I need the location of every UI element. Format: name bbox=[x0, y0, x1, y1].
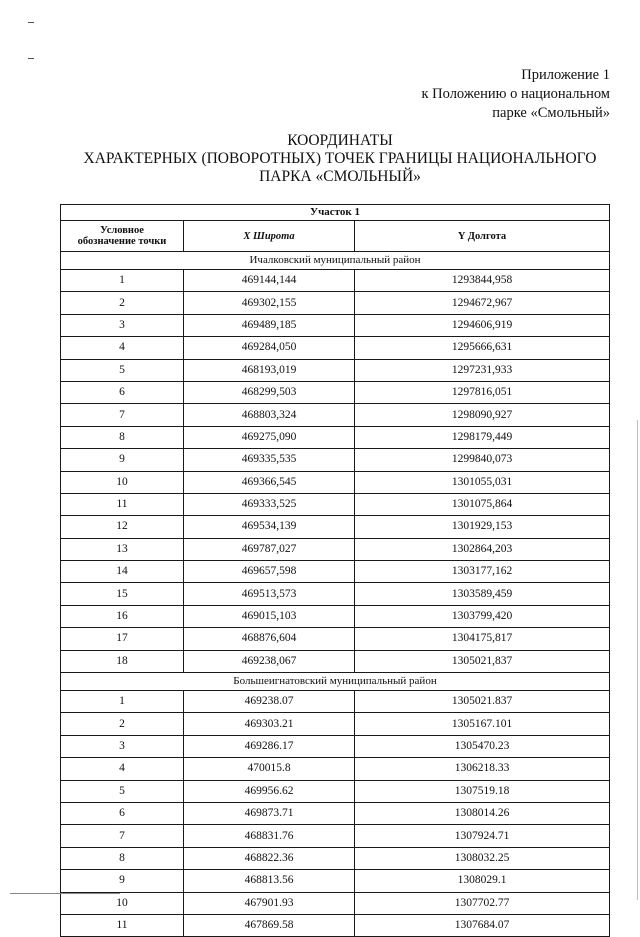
table-row bbox=[61, 493, 610, 515]
scan-mark bbox=[28, 58, 34, 59]
scan-mark bbox=[28, 22, 34, 23]
y-longitude: 1308029.1 bbox=[355, 870, 610, 892]
table-row bbox=[61, 691, 610, 713]
table-row bbox=[61, 735, 610, 757]
table-row bbox=[61, 605, 610, 627]
scan-footer-line bbox=[10, 893, 120, 894]
y-longitude: 1294606,919 bbox=[355, 314, 610, 336]
table-row bbox=[61, 337, 610, 359]
section-header-row bbox=[61, 205, 610, 221]
x-latitude: 469015,103 bbox=[184, 605, 355, 627]
point-number: 11 bbox=[61, 914, 184, 936]
x-latitude: 468803,324 bbox=[184, 404, 355, 426]
x-latitude: 469303.21 bbox=[184, 713, 355, 735]
x-latitude: 468822.36 bbox=[184, 847, 355, 869]
table-row bbox=[61, 359, 610, 381]
table-row bbox=[61, 292, 610, 314]
appendix-note bbox=[310, 66, 610, 123]
table-row bbox=[61, 780, 610, 802]
y-longitude: 1305021.837 bbox=[355, 691, 610, 713]
table-row bbox=[61, 449, 610, 471]
x-latitude: 469302,155 bbox=[184, 292, 355, 314]
district-name: Ичалковский муниципальный район bbox=[61, 252, 610, 270]
y-longitude: 1304175,817 bbox=[355, 628, 610, 650]
table-row bbox=[61, 270, 610, 292]
point-number: 16 bbox=[61, 605, 184, 627]
x-latitude: 469873.71 bbox=[184, 802, 355, 824]
point-number: 3 bbox=[61, 735, 184, 757]
y-longitude: 1301075,864 bbox=[355, 493, 610, 515]
table-row bbox=[61, 583, 610, 605]
table-row bbox=[61, 758, 610, 780]
y-longitude: 1303589,459 bbox=[355, 583, 610, 605]
y-longitude: 1297816,051 bbox=[355, 381, 610, 403]
y-longitude: 1307924.71 bbox=[355, 825, 610, 847]
y-longitude: 1297231,933 bbox=[355, 359, 610, 381]
y-longitude: 1298090,927 bbox=[355, 404, 610, 426]
table-row bbox=[61, 628, 610, 650]
point-number: 9 bbox=[61, 870, 184, 892]
point-number: 13 bbox=[61, 538, 184, 560]
x-latitude: 469144,144 bbox=[184, 270, 355, 292]
table-row bbox=[61, 381, 610, 403]
district-row bbox=[61, 673, 610, 691]
y-longitude: 1306218.33 bbox=[355, 758, 610, 780]
point-number: 11 bbox=[61, 493, 184, 515]
y-longitude: 1308014.26 bbox=[355, 802, 610, 824]
point-number: 18 bbox=[61, 650, 184, 672]
y-longitude: 1305021,837 bbox=[355, 650, 610, 672]
table-row bbox=[61, 471, 610, 493]
y-longitude: 1295666,631 bbox=[355, 337, 610, 359]
y-longitude: 1303177,162 bbox=[355, 561, 610, 583]
table-row bbox=[61, 426, 610, 448]
table-row bbox=[61, 561, 610, 583]
title-line-1: КООРДИНАТЫ bbox=[287, 132, 393, 149]
y-longitude: 1305470.23 bbox=[355, 735, 610, 757]
y-longitude: 1307684.07 bbox=[355, 914, 610, 936]
table-row bbox=[61, 314, 610, 336]
point-number: 2 bbox=[61, 292, 184, 314]
table-row bbox=[61, 516, 610, 538]
district-row bbox=[61, 252, 610, 270]
scan-edge bbox=[637, 420, 638, 900]
point-number: 5 bbox=[61, 780, 184, 802]
table-row bbox=[61, 404, 610, 426]
x-latitude: 468299,503 bbox=[184, 381, 355, 403]
point-number: 2 bbox=[61, 713, 184, 735]
x-latitude: 469238.07 bbox=[184, 691, 355, 713]
table-row bbox=[61, 713, 610, 735]
x-latitude: 469657,598 bbox=[184, 561, 355, 583]
table-row bbox=[61, 825, 610, 847]
x-latitude: 469275,090 bbox=[184, 426, 355, 448]
x-latitude: 469286.17 bbox=[184, 735, 355, 757]
document-title bbox=[40, 132, 640, 186]
point-number: 10 bbox=[61, 471, 184, 493]
table-row bbox=[61, 650, 610, 672]
x-latitude: 469284,050 bbox=[184, 337, 355, 359]
x-latitude: 468876,604 bbox=[184, 628, 355, 650]
appendix-line-2: к Положению о национальном bbox=[421, 86, 610, 102]
header-x: X Широта bbox=[184, 221, 355, 252]
point-number: 5 bbox=[61, 359, 184, 381]
title-line-2: ХАРАКТЕРНЫХ (ПОВОРОТНЫХ) ТОЧЕК ГРАНИЦЫ НАЦИОНАЛЬНОГО bbox=[83, 150, 597, 167]
table-row bbox=[61, 847, 610, 869]
x-latitude: 469333,525 bbox=[184, 493, 355, 515]
point-number: 7 bbox=[61, 825, 184, 847]
district-name: Большеигнатовский муниципальный район bbox=[61, 673, 610, 691]
point-number: 15 bbox=[61, 583, 184, 605]
y-longitude: 1308032.25 bbox=[355, 847, 610, 869]
y-longitude: 1303799,420 bbox=[355, 605, 610, 627]
header-point-line-1: Условное bbox=[100, 225, 144, 236]
coordinates-table bbox=[60, 204, 610, 937]
point-number: 9 bbox=[61, 449, 184, 471]
y-longitude: 1301929,153 bbox=[355, 516, 610, 538]
point-number: 4 bbox=[61, 337, 184, 359]
appendix-line-1: Приложение 1 bbox=[521, 67, 610, 83]
x-latitude: 469956.62 bbox=[184, 780, 355, 802]
point-number: 1 bbox=[61, 270, 184, 292]
y-longitude: 1307519.18 bbox=[355, 780, 610, 802]
x-latitude: 468831.76 bbox=[184, 825, 355, 847]
point-number: 17 bbox=[61, 628, 184, 650]
appendix-line-3: парке «Смольный» bbox=[492, 105, 610, 121]
table-row bbox=[61, 892, 610, 914]
point-number: 10 bbox=[61, 892, 184, 914]
point-number: 8 bbox=[61, 847, 184, 869]
point-number: 3 bbox=[61, 314, 184, 336]
x-latitude: 470015.8 bbox=[184, 758, 355, 780]
column-header-row bbox=[61, 221, 610, 252]
x-latitude: 469534,139 bbox=[184, 516, 355, 538]
y-longitude: 1301055,031 bbox=[355, 471, 610, 493]
table-row bbox=[61, 870, 610, 892]
y-longitude: 1307702.77 bbox=[355, 892, 610, 914]
point-number: 1 bbox=[61, 691, 184, 713]
table-row bbox=[61, 802, 610, 824]
table-row bbox=[61, 914, 610, 936]
y-longitude: 1298179,449 bbox=[355, 426, 610, 448]
x-latitude: 469787,027 bbox=[184, 538, 355, 560]
x-latitude: 468813.56 bbox=[184, 870, 355, 892]
point-number: 12 bbox=[61, 516, 184, 538]
y-longitude: 1294672,967 bbox=[355, 292, 610, 314]
header-point bbox=[61, 221, 184, 252]
y-longitude: 1305167.101 bbox=[355, 713, 610, 735]
x-latitude: 469489,185 bbox=[184, 314, 355, 336]
table-body bbox=[61, 252, 610, 937]
y-longitude: 1302864,203 bbox=[355, 538, 610, 560]
x-latitude: 468193,019 bbox=[184, 359, 355, 381]
y-longitude: 1299840,073 bbox=[355, 449, 610, 471]
section-title: Участок 1 bbox=[61, 205, 610, 221]
x-latitude: 469335,535 bbox=[184, 449, 355, 471]
y-longitude: 1293844,958 bbox=[355, 270, 610, 292]
point-number: 8 bbox=[61, 426, 184, 448]
point-number: 7 bbox=[61, 404, 184, 426]
x-latitude: 467869.58 bbox=[184, 914, 355, 936]
point-number: 6 bbox=[61, 802, 184, 824]
point-number: 6 bbox=[61, 381, 184, 403]
x-latitude: 467901.93 bbox=[184, 892, 355, 914]
point-number: 14 bbox=[61, 561, 184, 583]
x-latitude: 469366,545 bbox=[184, 471, 355, 493]
header-point-line-2: обозначение точки bbox=[77, 236, 167, 247]
header-y: Y Долгота bbox=[355, 221, 610, 252]
x-latitude: 469238,067 bbox=[184, 650, 355, 672]
point-number: 4 bbox=[61, 758, 184, 780]
table-row bbox=[61, 538, 610, 560]
x-latitude: 469513,573 bbox=[184, 583, 355, 605]
title-line-3: ПАРКА «СМОЛЬНЫЙ» bbox=[259, 168, 421, 185]
